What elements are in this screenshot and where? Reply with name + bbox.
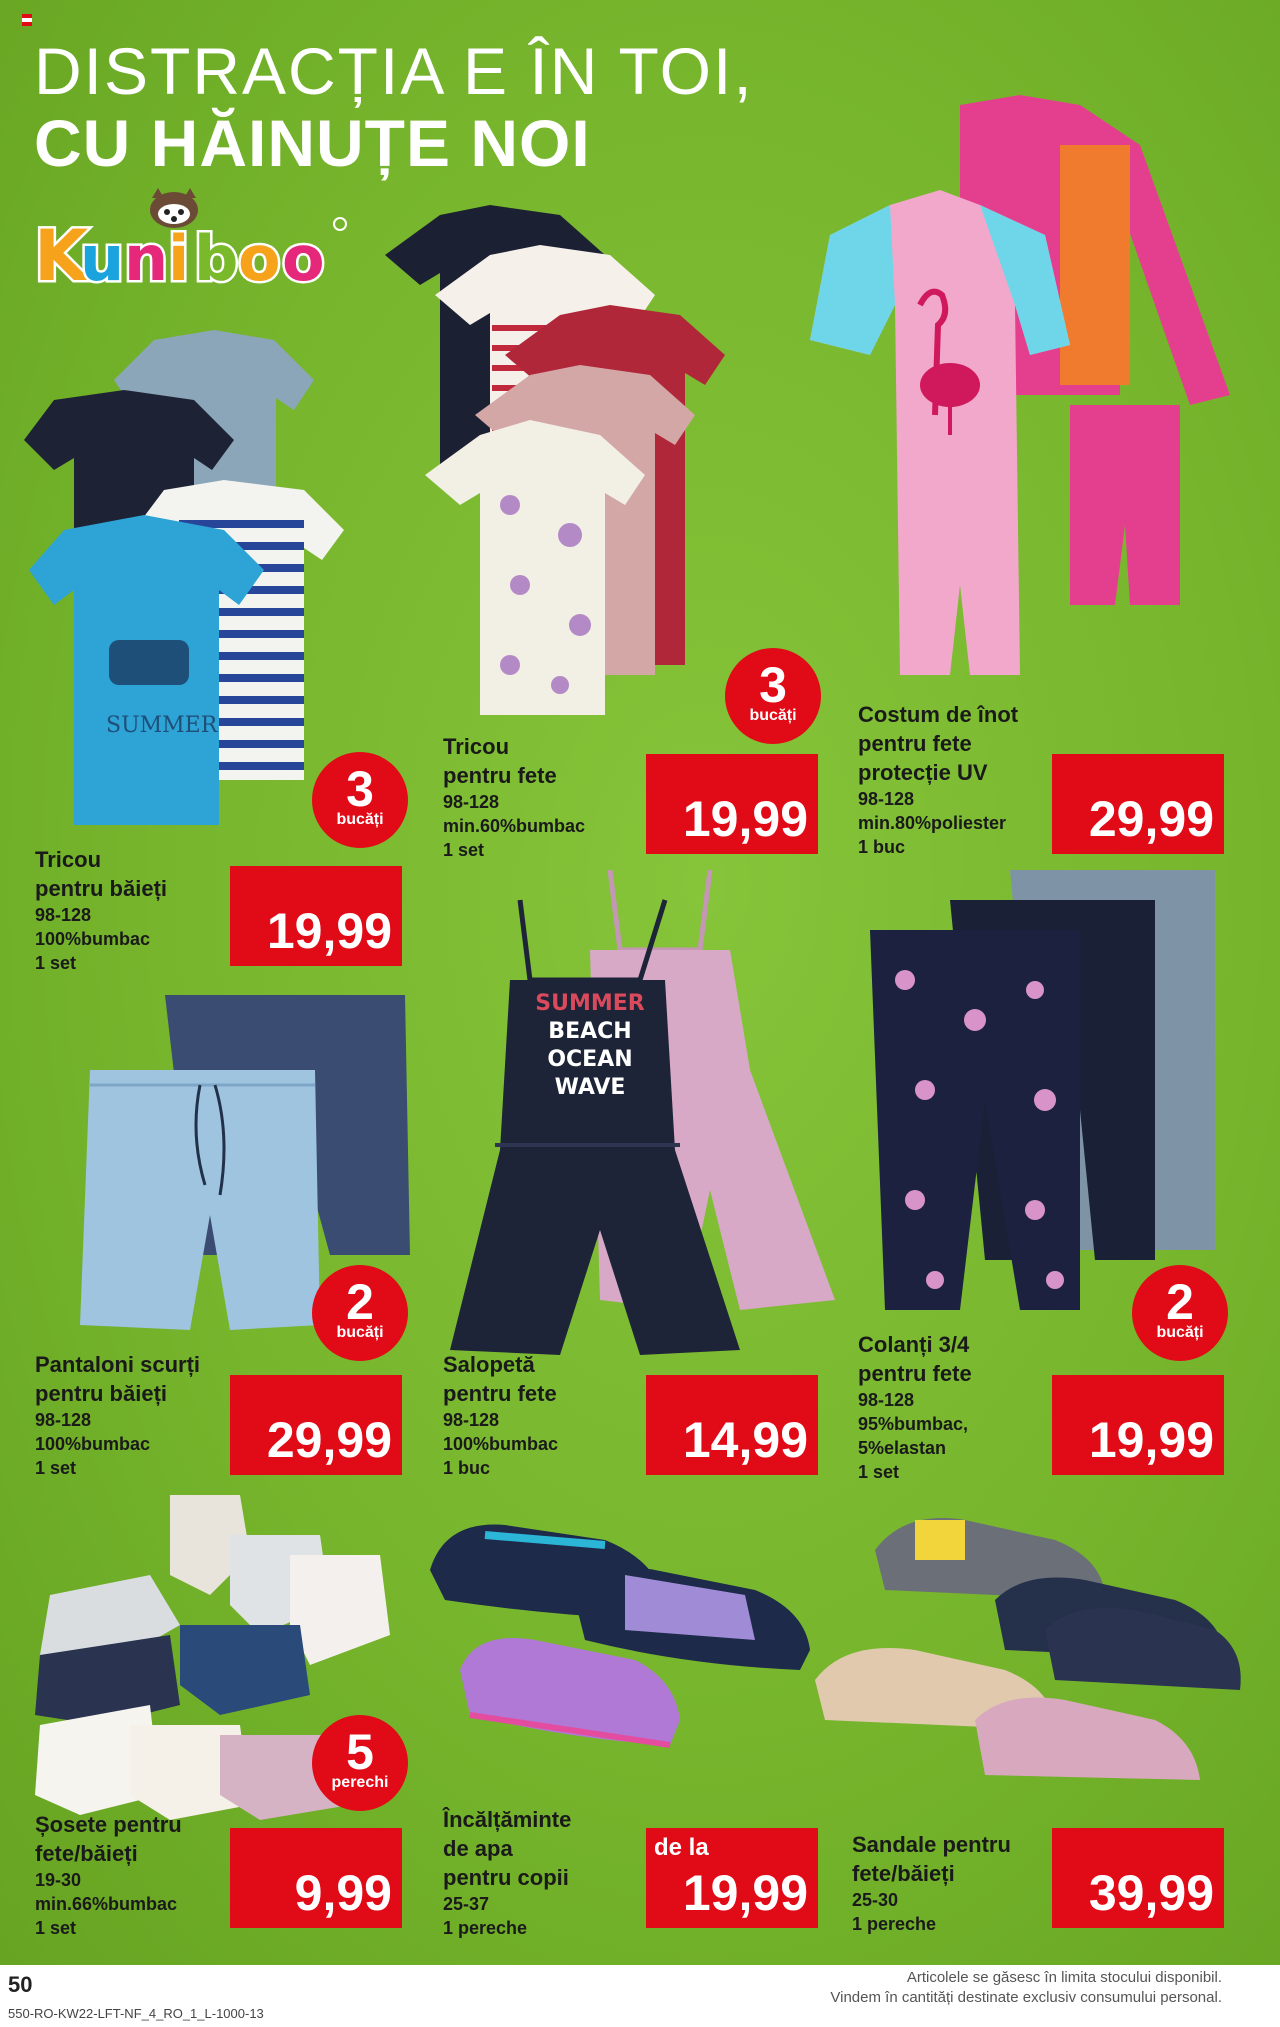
price-value: 19,99 — [682, 791, 808, 847]
product-title: Sandale pentru — [852, 1832, 1011, 1857]
price-tag — [646, 1375, 818, 1475]
price-prefix: de la — [654, 1834, 709, 1861]
product-qty: 1 pereche — [443, 1918, 528, 1938]
product-size: 98-128 — [35, 1410, 92, 1430]
product-image-salopeta — [440, 870, 840, 1360]
product-material: 95%bumbac, — [858, 1414, 969, 1434]
price-value: 19,99 — [682, 1865, 808, 1921]
product-desc — [443, 1350, 558, 1480]
svg-text:K: K — [34, 215, 87, 297]
product-qty: 1 pereche — [852, 1914, 937, 1934]
product-title: Colanți 3/4 — [858, 1332, 970, 1357]
disclaimer-line: Articolele se găsesc în limita stocului disponibil. — [906, 1969, 1222, 1986]
product-title: pentru băieți — [35, 1381, 168, 1406]
product-title: pentru fete — [443, 1381, 557, 1406]
product-title: pentru copii — [443, 1865, 569, 1890]
product-material: min.80%poliester — [858, 813, 1007, 833]
product-desc — [858, 1330, 972, 1484]
product-qty: 1 set — [35, 953, 77, 973]
product-qty: 1 buc — [443, 1458, 491, 1478]
badge-number: 5 — [346, 1724, 374, 1780]
badge-unit: bucăți — [336, 811, 384, 828]
product-title: Șosete pentru — [35, 1812, 182, 1837]
headline-line2: CU HĂINUȚE NOI — [34, 106, 591, 180]
product-qty: 1 set — [35, 1458, 77, 1478]
product-desc — [35, 1810, 182, 1940]
disclaimer — [830, 1968, 1222, 2008]
product-size: 25-30 — [852, 1890, 899, 1910]
product-size: 19-30 — [35, 1870, 82, 1890]
product-image-incaltaminte-apa — [425, 1500, 815, 1800]
product-desc — [858, 700, 1018, 859]
product-material: 5%elastan — [858, 1438, 947, 1458]
product-title: pentru fete — [858, 1361, 972, 1386]
print-line: SUMMER — [535, 991, 645, 1016]
product-material: 100%bumbac — [35, 1434, 151, 1454]
product-material: 100%bumbac — [443, 1434, 559, 1454]
badge-unit: perechi — [331, 1774, 389, 1791]
price-value: 14,99 — [682, 1412, 808, 1468]
product-desc — [35, 1350, 200, 1480]
product-qty: 1 buc — [858, 837, 906, 857]
page-number: 50 — [8, 1972, 33, 1997]
product-desc — [443, 1805, 571, 1940]
price-value: 29,99 — [1088, 791, 1214, 847]
headline-line1: DISTRACȚIA E ÎN TOI, — [34, 34, 754, 108]
product-title: Încălțăminte — [443, 1807, 572, 1832]
svg-text:o: o — [238, 222, 281, 295]
svg-text:i: i — [168, 222, 190, 295]
product-image-sandale — [805, 1490, 1245, 1830]
qty-badge — [725, 648, 821, 744]
product-title: Salopetă — [443, 1352, 535, 1377]
price-value: 9,99 — [294, 1865, 392, 1921]
badge-number: 3 — [346, 761, 374, 817]
qty-badge — [1132, 1265, 1228, 1361]
product-material: min.66%bumbac — [35, 1894, 178, 1914]
product-title: pentru fete — [858, 731, 972, 756]
price-value: 29,99 — [266, 1412, 392, 1468]
price-tag — [646, 754, 818, 854]
product-size: 98-128 — [858, 1390, 915, 1410]
product-title: pentru fete — [443, 763, 557, 788]
svg-text:u: u — [80, 222, 125, 295]
headline — [34, 34, 754, 180]
product-size: 98-128 — [35, 905, 92, 925]
product-title: Costum de înot — [858, 702, 1019, 727]
disclaimer-line: Vindem în cantități destinate exclusiv consumului personal. — [830, 1989, 1222, 2006]
product-title: protecție UV — [858, 760, 988, 785]
product-size: 98-128 — [443, 1410, 500, 1430]
product-size: 98-128 — [858, 789, 915, 809]
qty-badge — [312, 752, 408, 848]
price-value: 19,99 — [1088, 1412, 1214, 1468]
product-qty: 1 set — [443, 840, 485, 860]
product-title: de apa — [443, 1836, 513, 1861]
badge-unit: bucăți — [336, 1324, 384, 1341]
price-tag — [230, 1828, 402, 1928]
qty-badge — [312, 1265, 408, 1361]
print-code: 550-RO-KW22-LFT-NF_4_RO_1_L-1000-13 — [8, 2006, 264, 2021]
product-desc — [35, 845, 167, 975]
product-title: Pantaloni scurți — [35, 1352, 201, 1377]
product-qty: 1 set — [35, 1918, 77, 1938]
price-tag — [1052, 754, 1224, 854]
print-line: WAVE — [554, 1075, 626, 1100]
svg-text:o: o — [282, 222, 325, 295]
svg-text:b: b — [194, 222, 239, 295]
product-material: min.60%bumbac — [443, 816, 586, 836]
price-value: 19,99 — [266, 903, 392, 959]
badge-number: 2 — [1166, 1274, 1194, 1330]
product-title: Tricou — [443, 734, 510, 759]
badge-number: 2 — [346, 1274, 374, 1330]
product-title: fete/băieți — [852, 1861, 955, 1886]
product-desc — [852, 1830, 1011, 1936]
product-title: Tricou — [35, 847, 102, 872]
product-size: 25-37 — [443, 1894, 490, 1914]
price-value: 39,99 — [1088, 1865, 1214, 1921]
kuniboo-logo — [34, 188, 354, 298]
price-tag — [646, 1828, 818, 1928]
product-image-colanti — [865, 870, 1225, 1310]
product-desc — [443, 732, 585, 862]
flag-icon — [22, 14, 32, 26]
product-image-tricou-fete — [380, 205, 810, 725]
print-line: BEACH — [548, 1019, 632, 1044]
product-qty: 1 set — [858, 1462, 900, 1482]
badge-number: 3 — [759, 657, 787, 713]
qty-badge — [312, 1715, 408, 1811]
print-line: OCEAN — [547, 1047, 633, 1072]
badge-unit: bucăți — [1156, 1324, 1204, 1341]
price-tag — [1052, 1828, 1224, 1928]
price-tag — [230, 1375, 402, 1475]
svg-text:n: n — [124, 222, 169, 295]
product-image-costum-inot — [810, 85, 1230, 685]
tshirt-print-text: SUMMER — [106, 713, 218, 738]
product-title: fete/băieți — [35, 1841, 138, 1866]
product-size: 98-128 — [443, 792, 500, 812]
price-tag — [230, 866, 402, 966]
product-title: pentru băieți — [35, 876, 168, 901]
price-tag — [1052, 1375, 1224, 1475]
product-material: 100%bumbac — [35, 929, 151, 949]
badge-unit: bucăți — [749, 707, 797, 724]
